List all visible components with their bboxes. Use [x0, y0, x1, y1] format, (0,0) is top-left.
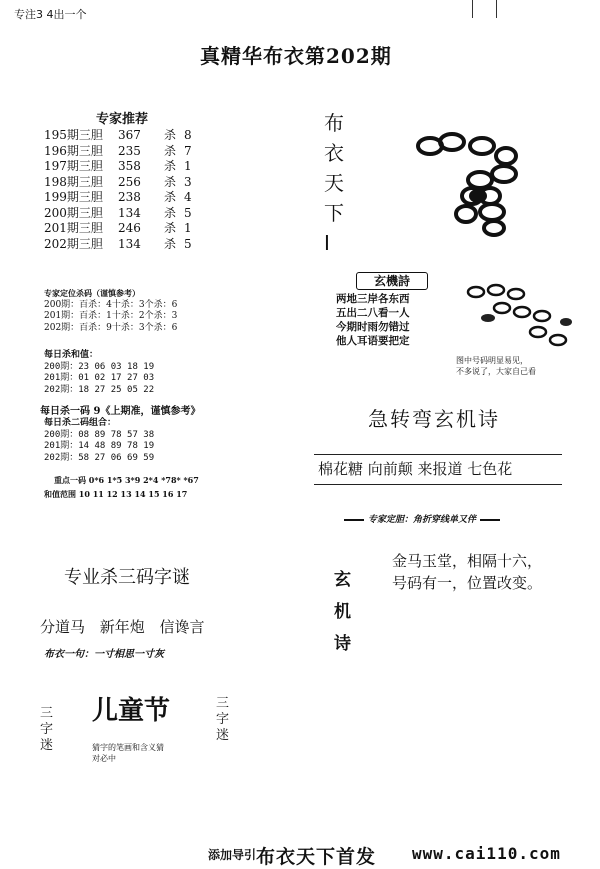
expert-kill-label: 杀: [164, 159, 177, 173]
expert-kill-value: 3: [184, 174, 192, 189]
picture-caption-line: 图中号码明显易见，: [456, 356, 528, 365]
expert-kill-value: 1: [184, 159, 192, 173]
golden-horse-poem-line: 金马玉堂，相隔十六，: [392, 552, 543, 570]
expert-row: [44, 159, 192, 175]
brain-teaser-title: 急转弯玄机诗: [368, 407, 500, 431]
footer-label: 添加导引: [208, 848, 257, 862]
picture-caption: [456, 355, 536, 377]
mystic-poem-box: [336, 272, 446, 355]
expert-numbers: 134: [118, 205, 141, 220]
expert-numbers: 256: [118, 174, 141, 189]
mystic-poem-line: 两地三岸各东西: [336, 293, 410, 305]
riddle-big-word: 儿童节: [92, 696, 171, 726]
mystic-poem-line: 他人耳语要把定: [336, 335, 410, 347]
two-code-kill-row: 202期：58 27 06 69 59: [44, 452, 155, 463]
mystic-poem-heading: 玄機詩: [356, 272, 428, 290]
expert-numbers: 238: [118, 190, 141, 204]
expert-kill-value: 8: [184, 128, 192, 142]
expert-period: 198期三胆: [44, 174, 103, 189]
top-divider: [496, 0, 497, 18]
expert-numbers: 358: [118, 159, 141, 173]
position-kill-heading: 专家定位杀码（谨慎参考）: [44, 288, 140, 298]
expert-numbers: 134: [118, 236, 141, 251]
expert-kill-label: 杀: [164, 190, 177, 204]
golden-horse-poem: [392, 550, 542, 594]
footer-brand: 布衣天下首发: [256, 846, 377, 868]
expert-kill-value: 7: [184, 143, 192, 158]
two-code-kill-heading: 每日杀二码组合：: [44, 418, 117, 428]
expert-period: 199期三胆: [44, 190, 103, 204]
mystic-poem-vertical: 玄机诗: [334, 570, 351, 654]
buyi-vertical-title: 布衣天下I: [324, 111, 344, 255]
divider: [314, 484, 562, 485]
focus-one-code: 重点一码 0*6 1*5 3*9 2*4 *78* *67: [54, 475, 199, 485]
sum-kill-row: 201期：01 02 17 27 03: [44, 373, 155, 383]
riddle-note: [92, 742, 164, 764]
dash-right: [480, 519, 500, 521]
expert-list: [44, 128, 192, 252]
mystic-poem-line: 今期时雨勿错过: [336, 321, 410, 333]
position-kill-row: 201期：百杀：1十杀：2个杀：3: [44, 311, 178, 321]
three-code-riddle-title: 专业杀三码字谜: [64, 567, 190, 588]
two-code-kill-row: 200期：08 89 78 57 38: [44, 429, 155, 440]
sum-kill-row: 202期：18 27 25 05 22: [44, 384, 155, 395]
page-title: 真精华布衣第202期: [200, 44, 392, 68]
two-code-kill-block: [44, 418, 154, 464]
coins-picture: [462, 282, 582, 352]
sum-kill-block: [44, 350, 154, 396]
mystic-poem-line: 五出二八看一人: [336, 307, 410, 319]
expert-period: 197期三胆: [44, 159, 103, 173]
position-kill-block: [44, 288, 177, 334]
expert-period: 202期三胆: [44, 236, 103, 251]
dash-left: [344, 519, 364, 521]
expert-kill-value: 4: [184, 190, 192, 204]
expert-period: 196期三胆: [44, 143, 103, 158]
mystic-poem-lines: [336, 292, 410, 348]
expert-row: [44, 237, 192, 253]
buyi-sentence: 布衣一句：一寸相思一寸灰: [44, 649, 164, 660]
expert-period: 201期三胆: [44, 221, 103, 235]
footer-url[interactable]: www.cai110.com: [412, 844, 561, 863]
expert-row: [44, 144, 192, 160]
brain-teaser-words: 棉花糖 向前颠 来报道 七色花: [318, 460, 513, 478]
expert-numbers: 246: [118, 221, 141, 235]
expert-row: [44, 190, 192, 206]
expert-row: [44, 221, 192, 237]
expert-period: 200期三胆: [44, 205, 103, 220]
expert-kill-value: 5: [184, 236, 192, 251]
expert-kill-label: 杀: [164, 205, 177, 220]
two-code-kill-row: 201期：14 48 89 78 19: [44, 441, 155, 451]
golden-horse-poem-line: 号码有一，位置改变。: [392, 574, 543, 592]
expert-kill-label: 杀: [164, 143, 177, 158]
top-note: 专注3 4出一个: [14, 8, 87, 21]
divider: [314, 454, 562, 455]
one-code-kill: 每日杀一码 9《上期准，谨慎参考》: [40, 406, 201, 417]
footer: [0, 836, 600, 868]
expert-kill-value: 5: [184, 205, 192, 220]
expert-row: [44, 175, 192, 191]
sum-kill-heading: 每日杀和值：: [44, 350, 99, 360]
expert-numbers: 367: [118, 128, 141, 142]
expert-heading: 专家推荐: [96, 112, 149, 127]
expert-kill-label: 杀: [164, 174, 177, 189]
expert-kill-label: 杀: [164, 128, 177, 142]
riddle-note-line: 对必中: [92, 754, 116, 763]
expert-period: 195期三胆: [44, 128, 103, 142]
riddle-label-left: 三字迷: [40, 706, 54, 753]
riddle-label-right: 三字迷: [216, 696, 230, 743]
expert-fixed-text: 专家定胆：角折穿线单又伴: [368, 515, 477, 525]
rings-picture: [408, 128, 518, 238]
riddle-words: 分道马 新年炮 信谗言: [40, 618, 205, 636]
expert-numbers: 235: [118, 143, 141, 158]
expert-row: [44, 128, 192, 144]
expert-kill-label: 杀: [164, 236, 177, 251]
expert-kill-label: 杀: [164, 221, 177, 235]
sum-range: 和值范围 10 11 12 13 14 15 16 17: [44, 489, 188, 499]
expert-kill-value: 1: [184, 221, 192, 235]
picture-caption-line: 不多说了，大家自己看: [456, 367, 536, 376]
position-kill-row: 202期：百杀：9十杀：3个杀：6: [44, 322, 178, 333]
sum-kill-row: 200期：23 06 03 18 19: [44, 361, 155, 372]
expert-row: [44, 206, 192, 222]
top-divider: [472, 0, 473, 18]
riddle-note-line: 猜字的笔画和含义猜: [92, 743, 164, 752]
position-kill-row: 200期：百杀：4十杀：3个杀：6: [44, 299, 178, 310]
expert-fixed-bar: [340, 512, 504, 525]
